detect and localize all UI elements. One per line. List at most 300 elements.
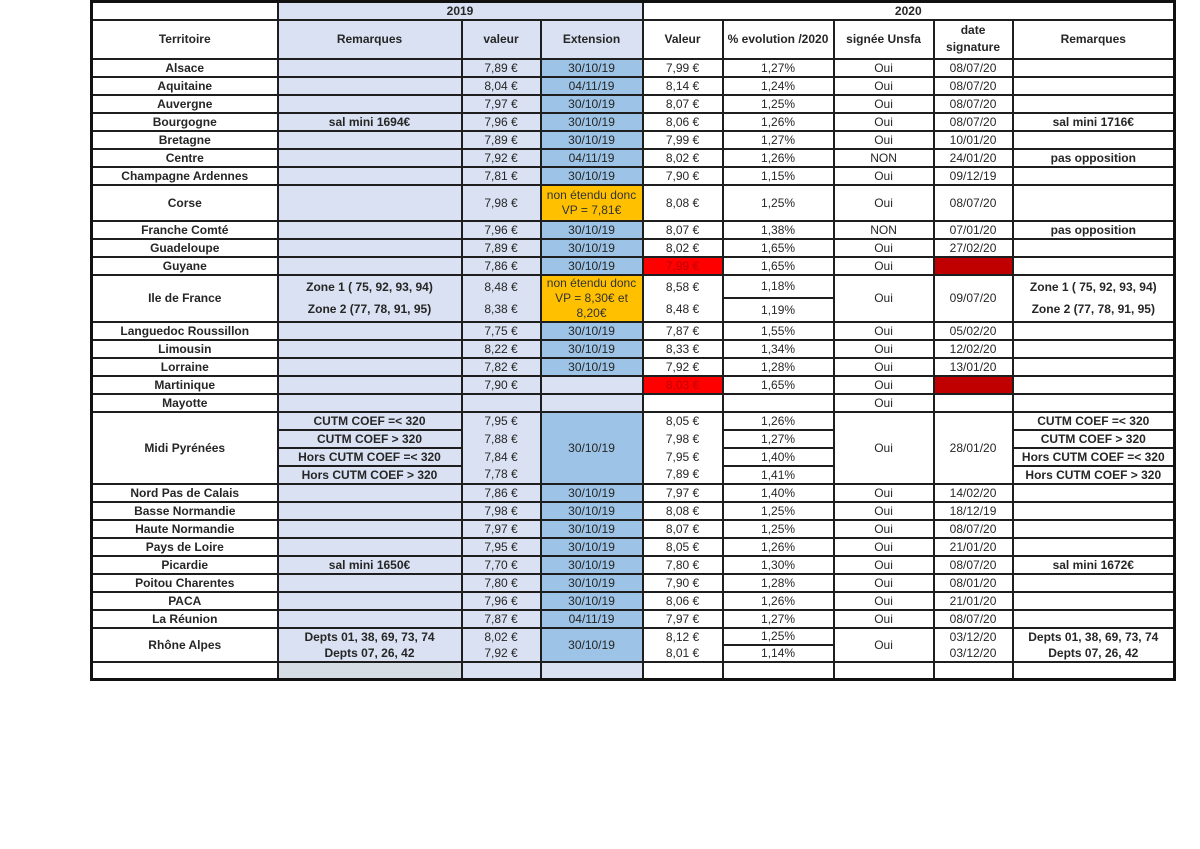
cell-signee: Oui [834, 394, 934, 412]
cell-signee: Oui [834, 610, 934, 628]
cell-signee: Oui [834, 167, 934, 185]
cell-valeur-2020: 8,05 € [643, 538, 723, 556]
col-header-signee-unsfa: signée Unsfa [834, 20, 934, 59]
cell-evolution: 1,65% [723, 257, 834, 275]
cell-date-signature: 08/07/20 [934, 520, 1013, 538]
cell-remarques-2020 [1013, 538, 1175, 556]
col-header-date-signature: date signature [934, 20, 1013, 59]
cell-remarques-2020 [1013, 59, 1175, 77]
cell-remarques-2020: sal mini 1716€ [1013, 113, 1175, 131]
cell-territoire: Haute Normandie [92, 520, 278, 538]
cell-valeur-2019: 7,92 € [462, 645, 541, 662]
cell-remarques-2019 [278, 77, 462, 95]
cell-territoire: Bourgogne [92, 113, 278, 131]
table-row [92, 484, 1175, 502]
cell-valeur-2020: 7,89 € [643, 466, 723, 484]
cell-evolution: 1,25% [723, 520, 834, 538]
cell-valeur-2020: 8,12 € [643, 628, 723, 645]
cell-remarques-2019 [278, 394, 462, 412]
cell-date-signature: 13/01/20 [934, 358, 1013, 376]
cell-valeur-2020: 8,07 € [643, 95, 723, 113]
cell-extension: 30/10/19 [541, 322, 643, 340]
cell-territoire: Picardie [92, 556, 278, 574]
cell-valeur-2019: 7,92 € [462, 149, 541, 167]
cell-territoire: Nord Pas de Calais [92, 484, 278, 502]
cell-valeur-2019: 7,84 € [462, 448, 541, 466]
cell-date-signature [934, 376, 1013, 394]
cell-signee: Oui [834, 131, 934, 149]
cell-evolution: 1,25% [723, 628, 834, 645]
cell-valeur-2020: 7,97 € [643, 484, 723, 502]
cell-valeur-2019: 7,96 € [462, 113, 541, 131]
cell-valeur-2019: 7,98 € [462, 185, 541, 221]
table-row [92, 77, 1175, 95]
cell-extension: 30/10/19 [541, 592, 643, 610]
cell-remarques-2020 [1013, 574, 1175, 592]
cell-remarques-2020 [1013, 239, 1175, 257]
year-2020-header: 2020 [643, 2, 1175, 20]
cell-remarques-2020 [1013, 592, 1175, 610]
cell-remarques-2019 [278, 502, 462, 520]
cell-territoire: Bretagne [92, 131, 278, 149]
cell-valeur-2020: 8,06 € [643, 592, 723, 610]
cell-evolution: 1,34% [723, 340, 834, 358]
col-header-valeur-2019: valeur [462, 20, 541, 59]
cell-remarques-2020 [1013, 77, 1175, 95]
cell-signee: Oui [834, 113, 934, 131]
cell-valeur-2019: 7,95 € [462, 412, 541, 430]
cell-territoire: Pays de Loire [92, 538, 278, 556]
cell-evolution: 1,40% [723, 484, 834, 502]
col-header-evolution: % evolution /2020 [723, 20, 834, 59]
cell-evolution: 1,14% [723, 645, 834, 662]
cell-remarques-2020: Zone 1 ( 75, 92, 93, 94) [1013, 275, 1175, 299]
cell-date-signature: 21/01/20 [934, 538, 1013, 556]
cell-signee: Oui [834, 484, 934, 502]
cell-valeur-2020: 8,06 € [643, 113, 723, 131]
cell-remarques-2019 [278, 95, 462, 113]
table-row [92, 239, 1175, 257]
col-header-extension: Extension [541, 20, 643, 59]
cell-signee: Oui [834, 185, 934, 221]
cell-territoire: Lorraine [92, 358, 278, 376]
cell-extension: 04/11/19 [541, 77, 643, 95]
cell-date-signature: 14/02/20 [934, 484, 1013, 502]
cell-remarques-2020 [1013, 376, 1175, 394]
col-header-territoire: Territoire [92, 20, 278, 59]
cell-valeur-2019: 7,78 € [462, 466, 541, 484]
cell-date-signature: 03/12/20 [934, 645, 1013, 662]
cell-valeur-2020: 7,90 € [643, 167, 723, 185]
cell-valeur-2020: 7,99 € [643, 131, 723, 149]
cell-territoire: Guyane [92, 257, 278, 275]
cell-evolution: 1,55% [723, 322, 834, 340]
cell-signee: Oui [834, 275, 934, 322]
cell-territoire: Rhône Alpes [92, 628, 278, 662]
cell-remarques-2020 [1013, 257, 1175, 275]
cell-remarques-2019: Depts 07, 26, 42 [278, 645, 462, 662]
cell-remarques-2020 [1013, 167, 1175, 185]
cell-territoire: Corse [92, 185, 278, 221]
cell-extension: 30/10/19 [541, 412, 643, 484]
cell-evolution: 1,25% [723, 95, 834, 113]
cell-valeur-2019: 7,97 € [462, 520, 541, 538]
cell-valeur-2020: 7,92 € [643, 358, 723, 376]
cell-remarques-2020: Hors CUTM COEF =< 320 [1013, 448, 1175, 466]
cell-valeur-2019: 7,82 € [462, 358, 541, 376]
table-body [92, 59, 1175, 680]
cell-remarques-2020 [1013, 95, 1175, 113]
cell-territoire: Poitou Charentes [92, 574, 278, 592]
cell-valeur-2020: 8,14 € [643, 77, 723, 95]
cell-valeur-2020 [643, 662, 723, 680]
cell-evolution: 1,30% [723, 556, 834, 574]
cell-evolution: 1,27% [723, 131, 834, 149]
cell-remarques-2019 [278, 167, 462, 185]
cell-date-signature: 07/01/20 [934, 221, 1013, 239]
table-row [92, 59, 1175, 77]
cell-date-signature: 09/07/20 [934, 275, 1013, 322]
cell-signee: Oui [834, 59, 934, 77]
cell-evolution: 1,26% [723, 113, 834, 131]
cell-signee: Oui [834, 95, 934, 113]
table-row [92, 95, 1175, 113]
table-row [92, 322, 1175, 340]
table-row [92, 520, 1175, 538]
cell-date-signature: 08/07/20 [934, 59, 1013, 77]
cell-date-signature: 08/07/20 [934, 95, 1013, 113]
table-row [92, 628, 1175, 645]
cell-valeur-2019: 7,89 € [462, 59, 541, 77]
cell-remarques-2020 [1013, 131, 1175, 149]
cell-territoire: Midi Pyrénées [92, 412, 278, 484]
cell-extension: 04/11/19 [541, 149, 643, 167]
cell-valeur-2019 [462, 662, 541, 680]
table-row [92, 113, 1175, 131]
cell-signee: Oui [834, 556, 934, 574]
cell-territoire: Mayotte [92, 394, 278, 412]
cell-evolution: 1,25% [723, 502, 834, 520]
cell-valeur-2020: 8,02 € [643, 239, 723, 257]
corner-cell [92, 2, 278, 20]
cell-extension: non étendu donc VP = 8,30€ et 8,20€ [541, 275, 643, 322]
cell-remarques-2019 [278, 574, 462, 592]
cell-valeur-2020: 7,99 € [643, 59, 723, 77]
cell-valeur-2020: 8,33 € [643, 340, 723, 358]
cell-valeur-2020: 8,08 € [643, 185, 723, 221]
cell-remarques-2020: CUTM COEF =< 320 [1013, 412, 1175, 430]
cell-remarques-2019: Zone 2 (77, 78, 91, 95) [278, 298, 462, 322]
cell-remarques-2019 [278, 185, 462, 221]
cell-date-signature: 08/07/20 [934, 185, 1013, 221]
cell-remarques-2019: CUTM COEF > 320 [278, 430, 462, 448]
cell-valeur-2019: 7,86 € [462, 484, 541, 502]
cell-valeur-2020: 8,02 € [643, 149, 723, 167]
table-row [92, 376, 1175, 394]
cell-territoire: Limousin [92, 340, 278, 358]
table-row [92, 358, 1175, 376]
cell-valeur-2020: 8,05 € [643, 412, 723, 430]
cell-signee: Oui [834, 412, 934, 484]
cell-evolution: 1,28% [723, 358, 834, 376]
cell-valeur-2020: 7,90 € [643, 574, 723, 592]
cell-extension: 30/10/19 [541, 221, 643, 239]
cell-signee: NON [834, 221, 934, 239]
cell-extension [541, 394, 643, 412]
cell-valeur-2020: 8,58 € [643, 275, 723, 299]
column-header-row [92, 20, 1175, 59]
cell-extension: 30/10/19 [541, 556, 643, 574]
cell-territoire: PACA [92, 592, 278, 610]
cell-extension: 30/10/19 [541, 113, 643, 131]
cell-territoire: La Réunion [92, 610, 278, 628]
cell-remarques-2019 [278, 322, 462, 340]
cell-signee: Oui [834, 358, 934, 376]
year-2019-header: 2019 [278, 2, 643, 20]
cell-valeur-2020: 8,08 € [643, 502, 723, 520]
cell-extension: 30/10/19 [541, 538, 643, 556]
cell-territoire: Alsace [92, 59, 278, 77]
cell-evolution: 1,18% [723, 275, 834, 299]
cell-date-signature [934, 257, 1013, 275]
cell-evolution: 1,65% [723, 376, 834, 394]
cell-remarques-2019 [278, 59, 462, 77]
cell-valeur-2019: 7,70 € [462, 556, 541, 574]
cell-remarques-2020 [1013, 484, 1175, 502]
cell-remarques-2019 [278, 149, 462, 167]
cell-territoire: Basse Normandie [92, 502, 278, 520]
table-row [92, 149, 1175, 167]
cell-extension: 30/10/19 [541, 131, 643, 149]
cell-signee: Oui [834, 628, 934, 662]
cell-date-signature: 09/12/19 [934, 167, 1013, 185]
cell-territoire: Guadeloupe [92, 239, 278, 257]
cell-remarques-2020: Depts 07, 26, 42 [1013, 645, 1175, 662]
cell-signee: Oui [834, 322, 934, 340]
cell-remarques-2019 [278, 376, 462, 394]
table-row [92, 502, 1175, 520]
cell-territoire [92, 662, 278, 680]
cell-evolution: 1,41% [723, 466, 834, 484]
cell-remarques-2020 [1013, 358, 1175, 376]
cell-extension: 30/10/19 [541, 358, 643, 376]
cell-valeur-2019: 8,22 € [462, 340, 541, 358]
cell-remarques-2020: pas opposition [1013, 221, 1175, 239]
cell-valeur-2019: 7,96 € [462, 592, 541, 610]
table-row [92, 275, 1175, 299]
col-header-remarques-2020: Remarques [1013, 20, 1175, 59]
cell-remarques-2019 [278, 239, 462, 257]
cell-evolution [723, 394, 834, 412]
cell-signee: Oui [834, 376, 934, 394]
table-row [92, 340, 1175, 358]
cell-date-signature: 08/07/20 [934, 610, 1013, 628]
cell-valeur-2019: 7,95 € [462, 538, 541, 556]
cell-remarques-2019: Hors CUTM COEF =< 320 [278, 448, 462, 466]
cell-remarques-2019: Zone 1 ( 75, 92, 93, 94) [278, 275, 462, 299]
cell-remarques-2020 [1013, 520, 1175, 538]
cell-date-signature [934, 662, 1013, 680]
cell-date-signature [934, 394, 1013, 412]
cell-evolution: 1,15% [723, 167, 834, 185]
table-row [92, 662, 1175, 680]
cell-remarques-2019 [278, 610, 462, 628]
cell-evolution: 1,27% [723, 430, 834, 448]
cell-remarques-2019 [278, 358, 462, 376]
cell-evolution: 1,19% [723, 298, 834, 322]
cell-remarques-2020 [1013, 502, 1175, 520]
cell-valeur-2019: 7,88 € [462, 430, 541, 448]
cell-valeur-2019: 7,81 € [462, 167, 541, 185]
table-row [92, 556, 1175, 574]
cell-extension [541, 662, 643, 680]
cell-valeur-2020: 7,80 € [643, 556, 723, 574]
cell-valeur-2019 [462, 394, 541, 412]
cell-evolution: 1,26% [723, 538, 834, 556]
cell-valeur-2020: 7,95 € [643, 448, 723, 466]
cell-date-signature: 28/01/20 [934, 412, 1013, 484]
cell-evolution: 1,26% [723, 592, 834, 610]
cell-extension: 04/11/19 [541, 610, 643, 628]
cell-extension: 30/10/19 [541, 628, 643, 662]
cell-territoire: Aquitaine [92, 77, 278, 95]
cell-extension: 30/10/19 [541, 59, 643, 77]
cell-extension: 30/10/19 [541, 574, 643, 592]
cell-remarques-2019: sal mini 1694€ [278, 113, 462, 131]
cell-valeur-2019: 7,98 € [462, 502, 541, 520]
cell-signee: Oui [834, 340, 934, 358]
cell-valeur-2020: 8,03 € [643, 376, 723, 394]
cell-signee: NON [834, 149, 934, 167]
cell-valeur-2020: 7,99 € [643, 257, 723, 275]
cell-remarques-2019 [278, 662, 462, 680]
cell-valeur-2019: 8,38 € [462, 298, 541, 322]
cell-date-signature: 05/02/20 [934, 322, 1013, 340]
year-header-row [92, 2, 1175, 20]
minimum-wage-table [90, 0, 1176, 681]
col-header-valeur-2020: Valeur [643, 20, 723, 59]
cell-signee: Oui [834, 538, 934, 556]
cell-evolution: 1,24% [723, 77, 834, 95]
col-header-remarques-2019: Remarques [278, 20, 462, 59]
cell-extension: non étendu donc VP = 7,81€ [541, 185, 643, 221]
table-row [92, 412, 1175, 430]
cell-remarques-2019 [278, 520, 462, 538]
cell-date-signature: 24/01/20 [934, 149, 1013, 167]
table-row [92, 574, 1175, 592]
cell-valeur-2019: 8,48 € [462, 275, 541, 299]
cell-valeur-2020: 8,01 € [643, 645, 723, 662]
cell-valeur-2019: 8,02 € [462, 628, 541, 645]
cell-valeur-2020: 7,97 € [643, 610, 723, 628]
cell-extension: 30/10/19 [541, 520, 643, 538]
table-row [92, 394, 1175, 412]
cell-remarques-2020 [1013, 394, 1175, 412]
cell-remarques-2019: Depts 01, 38, 69, 73, 74 [278, 628, 462, 645]
table-row [92, 131, 1175, 149]
cell-extension: 30/10/19 [541, 502, 643, 520]
table-row [92, 257, 1175, 275]
cell-valeur-2020 [643, 394, 723, 412]
cell-date-signature: 08/07/20 [934, 556, 1013, 574]
cell-remarques-2020 [1013, 185, 1175, 221]
cell-extension: 30/10/19 [541, 167, 643, 185]
cell-signee: Oui [834, 239, 934, 257]
cell-valeur-2020: 8,48 € [643, 298, 723, 322]
cell-evolution: 1,27% [723, 610, 834, 628]
cell-extension: 30/10/19 [541, 340, 643, 358]
table-row [92, 610, 1175, 628]
cell-valeur-2020: 8,07 € [643, 221, 723, 239]
cell-valeur-2019: 7,89 € [462, 239, 541, 257]
cell-evolution: 1,26% [723, 149, 834, 167]
cell-territoire: Auvergne [92, 95, 278, 113]
cell-valeur-2020: 7,87 € [643, 322, 723, 340]
cell-territoire: Ile de France [92, 275, 278, 322]
cell-date-signature: 08/07/20 [934, 77, 1013, 95]
cell-remarques-2019 [278, 484, 462, 502]
cell-evolution [723, 662, 834, 680]
cell-valeur-2019: 7,80 € [462, 574, 541, 592]
cell-signee [834, 662, 934, 680]
cell-territoire: Martinique [92, 376, 278, 394]
cell-valeur-2019: 8,04 € [462, 77, 541, 95]
cell-valeur-2020: 8,07 € [643, 520, 723, 538]
cell-evolution: 1,28% [723, 574, 834, 592]
cell-evolution: 1,65% [723, 239, 834, 257]
cell-remarques-2020 [1013, 340, 1175, 358]
cell-date-signature: 03/12/20 [934, 628, 1013, 645]
cell-evolution: 1,25% [723, 185, 834, 221]
table-row [92, 221, 1175, 239]
cell-signee: Oui [834, 592, 934, 610]
cell-remarques-2019 [278, 592, 462, 610]
cell-date-signature: 08/01/20 [934, 574, 1013, 592]
cell-evolution: 1,26% [723, 412, 834, 430]
cell-extension: 30/10/19 [541, 484, 643, 502]
cell-signee: Oui [834, 574, 934, 592]
cell-evolution: 1,38% [723, 221, 834, 239]
cell-territoire: Franche Comté [92, 221, 278, 239]
cell-date-signature: 12/02/20 [934, 340, 1013, 358]
table-row [92, 185, 1175, 221]
cell-remarques-2019 [278, 221, 462, 239]
cell-remarques-2019: CUTM COEF =< 320 [278, 412, 462, 430]
cell-territoire: Centre [92, 149, 278, 167]
cell-remarques-2020: Depts 01, 38, 69, 73, 74 [1013, 628, 1175, 645]
cell-remarques-2020: sal mini 1672€ [1013, 556, 1175, 574]
cell-remarques-2019 [278, 257, 462, 275]
cell-evolution: 1,40% [723, 448, 834, 466]
cell-date-signature: 08/07/20 [934, 113, 1013, 131]
cell-valeur-2019: 7,86 € [462, 257, 541, 275]
cell-remarques-2019 [278, 538, 462, 556]
cell-remarques-2019: sal mini 1650€ [278, 556, 462, 574]
cell-remarques-2019: Hors CUTM COEF > 320 [278, 466, 462, 484]
cell-remarques-2019 [278, 131, 462, 149]
cell-remarques-2020 [1013, 322, 1175, 340]
cell-valeur-2019: 7,90 € [462, 376, 541, 394]
cell-signee: Oui [834, 520, 934, 538]
cell-remarques-2019 [278, 340, 462, 358]
cell-evolution: 1,27% [723, 59, 834, 77]
cell-territoire: Languedoc Roussillon [92, 322, 278, 340]
cell-remarques-2020: CUTM COEF > 320 [1013, 430, 1175, 448]
cell-remarques-2020 [1013, 662, 1175, 680]
cell-date-signature: 27/02/20 [934, 239, 1013, 257]
table-row [92, 592, 1175, 610]
cell-extension [541, 376, 643, 394]
